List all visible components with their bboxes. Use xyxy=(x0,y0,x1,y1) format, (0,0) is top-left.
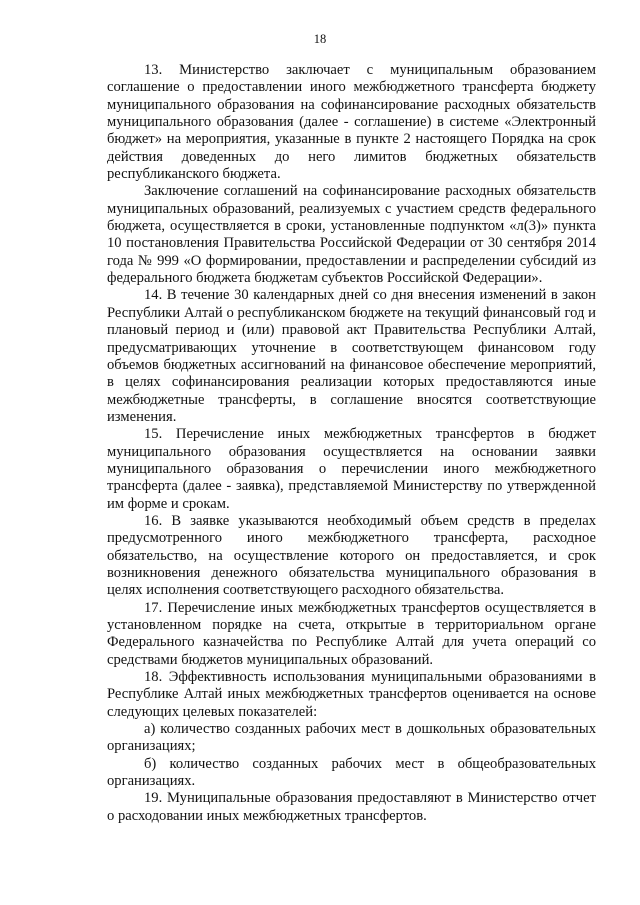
paragraph-18-item-a: а) количество созданных рабочих мест в дошкольных образовательных организациях; xyxy=(107,721,596,755)
paragraph-17: 17. Перечисление иных межбюджетных трансфертов осуществляется в установленном порядке на счета, открытые в территориальном органе Федерального казначейства по Республике Алтай для учета операций со средствами бюджетов муниципальных образований. xyxy=(107,599,596,668)
paragraph-19: 19. Муниципальные образования предоставляют в Министерство отчет о расходовании иных межбюджетных трансфертов. xyxy=(107,790,596,824)
paragraph-15: 15. Перечисление иных межбюджетных трансфертов в бюджет муниципального образования осуществляется на основании заявки муниципального образования о перечислении иного межбюджетного трансферта (далее - заявка), представляемой Министерству по утвержденной им форме и срокам. xyxy=(107,426,596,512)
paragraph-18-item-b: б) количество созданных рабочих мест в общеобразовательных организациях. xyxy=(107,755,596,790)
paragraph-18: 18. Эффективность использования муниципальными образованиями в Республике Алтай иных межбюджетных трансфертов оценивается на основе следующих целевых показателей: xyxy=(107,669,596,720)
page-number: 18 xyxy=(313,32,327,46)
paragraph-13-continued: Заключение соглашений на софинансирование расходных обязательств муниципальных образований, реализуемых с участием средств федерального бюджета, осуществляется в сроки, установленные подпунктом «л(3)» пункта 10 постановления Правительства Российской Федерации от 30 сентября 2014 года № 999 «О формировании, предоставлении и распределении субсидий из федерального бюджета бюджетам субъектов Российской Федерации». xyxy=(107,183,596,287)
paragraph-14: 14. В течение 30 календарных дней со дня внесения изменений в закон Республики Алтай о республиканском бюджете на текущий финансовый год и плановый период и (или) правовой акт Правительства Республики Алтай, предусматривающих уточнение в соответствующем финансовом году объемов бюджетных ассигнований на финансовое обеспечение мероприятий, в целях софинансирования реализации которых предоставляются иные межбюджетные трансферты, в соглашение вносятся соответствующие изменения. xyxy=(107,287,596,425)
document-body xyxy=(107,62,596,825)
paragraph-16: 16. В заявке указываются необходимый объем средств в пределах предусмотренного иного межбюджетного трансферта, расходное обязательство, на осуществление которого он предоставляется, и срок возникновения денежного обязательства муниципального образования в целях исполнения соответствующего расходного обязательства. xyxy=(107,512,596,599)
paragraph-13: 13. Министерство заключает с муниципальным образованием соглашение о предоставлении иного межбюджетного трансферта бюджету муниципального образования на софинансирование расходных обязательств муниципального образования (далее - соглашение) в системе «Электронный бюджет» на мероприятия, указанные в пункте 2 настоящего Порядка на срок действия доведенных до него лимитов бюджетных обязательств республиканского бюджета. xyxy=(107,62,596,183)
